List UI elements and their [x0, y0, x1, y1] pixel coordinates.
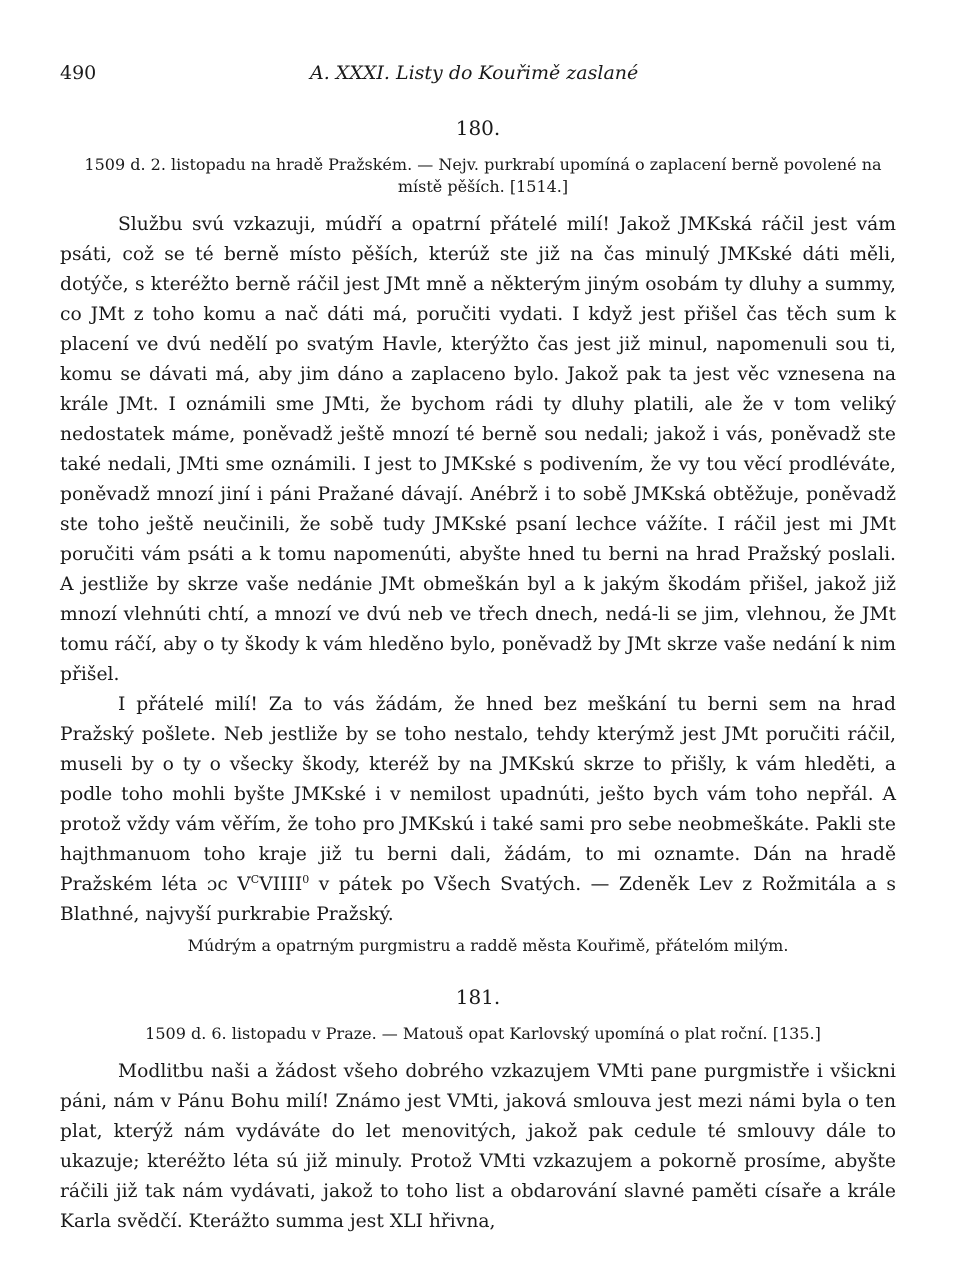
address-line: Múdrým a opatrným purgmistru a raddě města Kouřimě, přátelóm milým. — [187, 936, 789, 955]
text-run: VIIII — [259, 874, 303, 895]
text-run: v pátek po Všech Svatých. — Zdeněk Lev z Rožmitála a s Blathné, najvyší purkrabie Pražský. — [60, 874, 896, 925]
paragraph: Modlitbu naši a žádost všeho dobrého vzkazujem VMti pane purgmistře i všickni páni, nám v Pánu Bohu milí! Známo jest VMti, jaková smlouva jest mezi námi byla o ten plat, kterýž nám vydáváte do let menovitých, jakož pak cedule té smlouvy dále to ukazuje; kteréžto léta sú již minuly. Protož VMti vzkazujem a pokorně prosíme, abyšte ráčili již tak nám vydávati, jakož to toho list a obdarování slavné paměti císaře a krále Karla svědčí. Kterážto summa jest XLI hřivna, — [60, 1061, 896, 1232]
document-page — [60, 56, 896, 1237]
paragraph: Službu svú vzkazuji, múdří a opatrní přátelé milí! Jakož JMKská ráčil jest vám psáti, což se té berně místo pěších, kterúž ste již na čas minulý JMKské dáti měli, dotýče, s kteréžto berně ráčil jest JMt mně a některým jiným osobám ty dluhy a summy, co JMt z toho komu a nač dáti má, poručiti vydati. I když jest přišel čas těch sum k placení ve dvú nedělí po svatým Havle, kterýžto čas jest již minul, napomenuli sou ti, komu se dávati má, aby jim dáno a zaplaceno bylo. Jakož pak ta jest věc vznesena na krále JMt. I oznámili sme JMti, že bychom rádi ty dluhy platili, ale že v tom veliký nedostatek máme, poněvadž ještě mnozí té berně sou nedali; jakož i vás, poněvadž ste také nedali, JMti sme oznámili. I jest to JMKské s podivením, že vy tou věcí prodléváte, poněvadž mnozí jiní i páni Pražané dávají. Anébrž i to sobě JMKská obtěžuje, poněvadž ste toho ještě neučinili, že sobě tudy JMKské psaní lechce vážíte. I ráčil jest mi JMt poručiti vám psáti a k tomu napomenúti, abyšte hned tu berni na hrad Pražský poslali. A jestliže by skrze vaše nedánie JMt obmeškán byl a k jakým škodám přišel, jakož již mnozí vlehnúti chtí, a mnozí ve dvú neb ve třech dnech, nedá-li se jim, vlehnou, že JMt tomu ráčí, aby o ty škody k vám hleděno bylo, poněvadž by JMt skrze vaše nedání k nim přišel. — [60, 214, 896, 685]
running-title: A. XXXI. Listy do Kouřimě zaslané — [310, 62, 639, 84]
paragraph — [60, 690, 896, 930]
regest-181: 1509 d. 6. listopadu v Praze. — Matouš opat Karlovský upomíná o plat roční. [135.] — [145, 1024, 821, 1043]
document-number-181: 181. — [455, 985, 501, 1009]
superscript: 0 — [302, 872, 310, 886]
document-number-180: 180. — [455, 116, 501, 140]
regest-180: 1509 d. 2. listopadu na hradě Pražském. — Nejv. purkrabí upomíná o zaplacení berně povolené na místě pěších. [1514.] — [84, 155, 882, 196]
body-text-181 — [60, 1057, 896, 1237]
superscript: C — [250, 872, 260, 886]
running-header — [60, 56, 896, 90]
text-run: I přátelé milí! Za to vás žádám, že hned bez meškání tu berni sem na hrad Pražský pošlete. Neb jestliže by se toho nestalo, tehdy kterýmž jest JMt poručiti ráčil, museli by o ty o všecky škody, kteréž by na JMKskú skrze to přišly, k vám hleděti, a podle toho mohli byšte JMKské i v nemilost upadnúti, ješto bych vám toho nepřál. A protož vždy vám věřím, že toho pro JMKskú i také sami pro sebe neobmeškáte. Pakli ste hajthmanuom toho kraje již tu berni dali, žádám, to mi oznamte. Dán na hradě Pražském léta ɔc V — [60, 694, 896, 895]
page-number: 490 — [60, 62, 97, 84]
body-text-180 — [60, 210, 896, 930]
